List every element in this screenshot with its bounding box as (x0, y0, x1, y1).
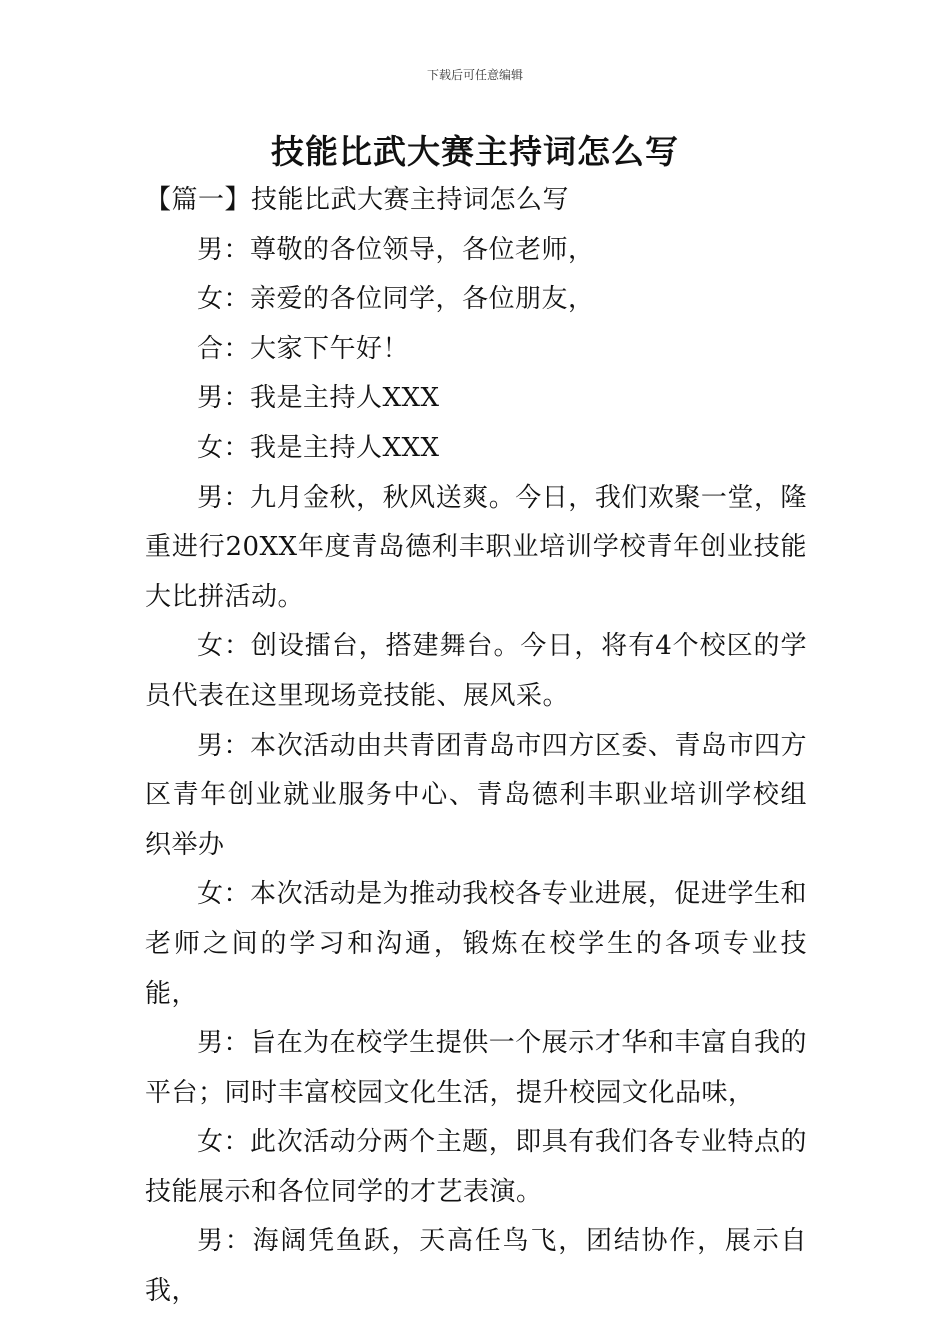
document-body (145, 176, 807, 1317)
paragraph: 男：九月金秋，秋风送爽。今日，我们欢聚一堂，隆重进行20XX年度青岛德利丰职业培训学校青年创业技能大比拼活动。 (145, 482, 807, 612)
paragraph: 合：大家下午好！ (197, 333, 410, 364)
paragraph: 女：本次活动是为推动我校各专业进展，促进学生和老师之间的学习和沟通，锻炼在校学生的各项专业技能， (145, 879, 807, 1009)
paragraph: 男：本次活动由共青团青岛市四方区委、青岛市四方区青年创业就业服务中心、青岛德利丰职业培训学校组织举办 (145, 730, 807, 860)
paragraph: 男：尊敬的各位领导，各位老师， (197, 234, 595, 265)
paragraph: 男：海阔凭鱼跃，天高任鸟飞，团结协作，展示自我， (145, 1226, 807, 1307)
section-heading: 【篇一】技能比武大赛主持词怎么写 (145, 185, 570, 215)
document-title: 技能比武大赛主持词怎么写 (271, 132, 679, 171)
paragraph: 男：旨在为在校学生提供一个展示才华和丰富自我的平台；同时丰富校园文化生活，提升校园文化品味， (145, 1028, 807, 1108)
paragraph: 男：我是主持人XXX (197, 383, 440, 414)
paragraph: 女：亲爱的各位同学，各位朋友， (197, 284, 595, 315)
paragraph: 女：创设擂台，搭建舞台。今日，将有4个校区的学员代表在这里现场竞技能、展风采。 (145, 631, 807, 711)
paragraph: 女：我是主持人XXX (197, 432, 440, 463)
paragraph: 女：此次活动分两个主题，即具有我们各专业特点的技能展示和各位同学的才艺表演。 (145, 1127, 807, 1207)
header-note: 下载后可任意编辑 (426, 68, 523, 82)
